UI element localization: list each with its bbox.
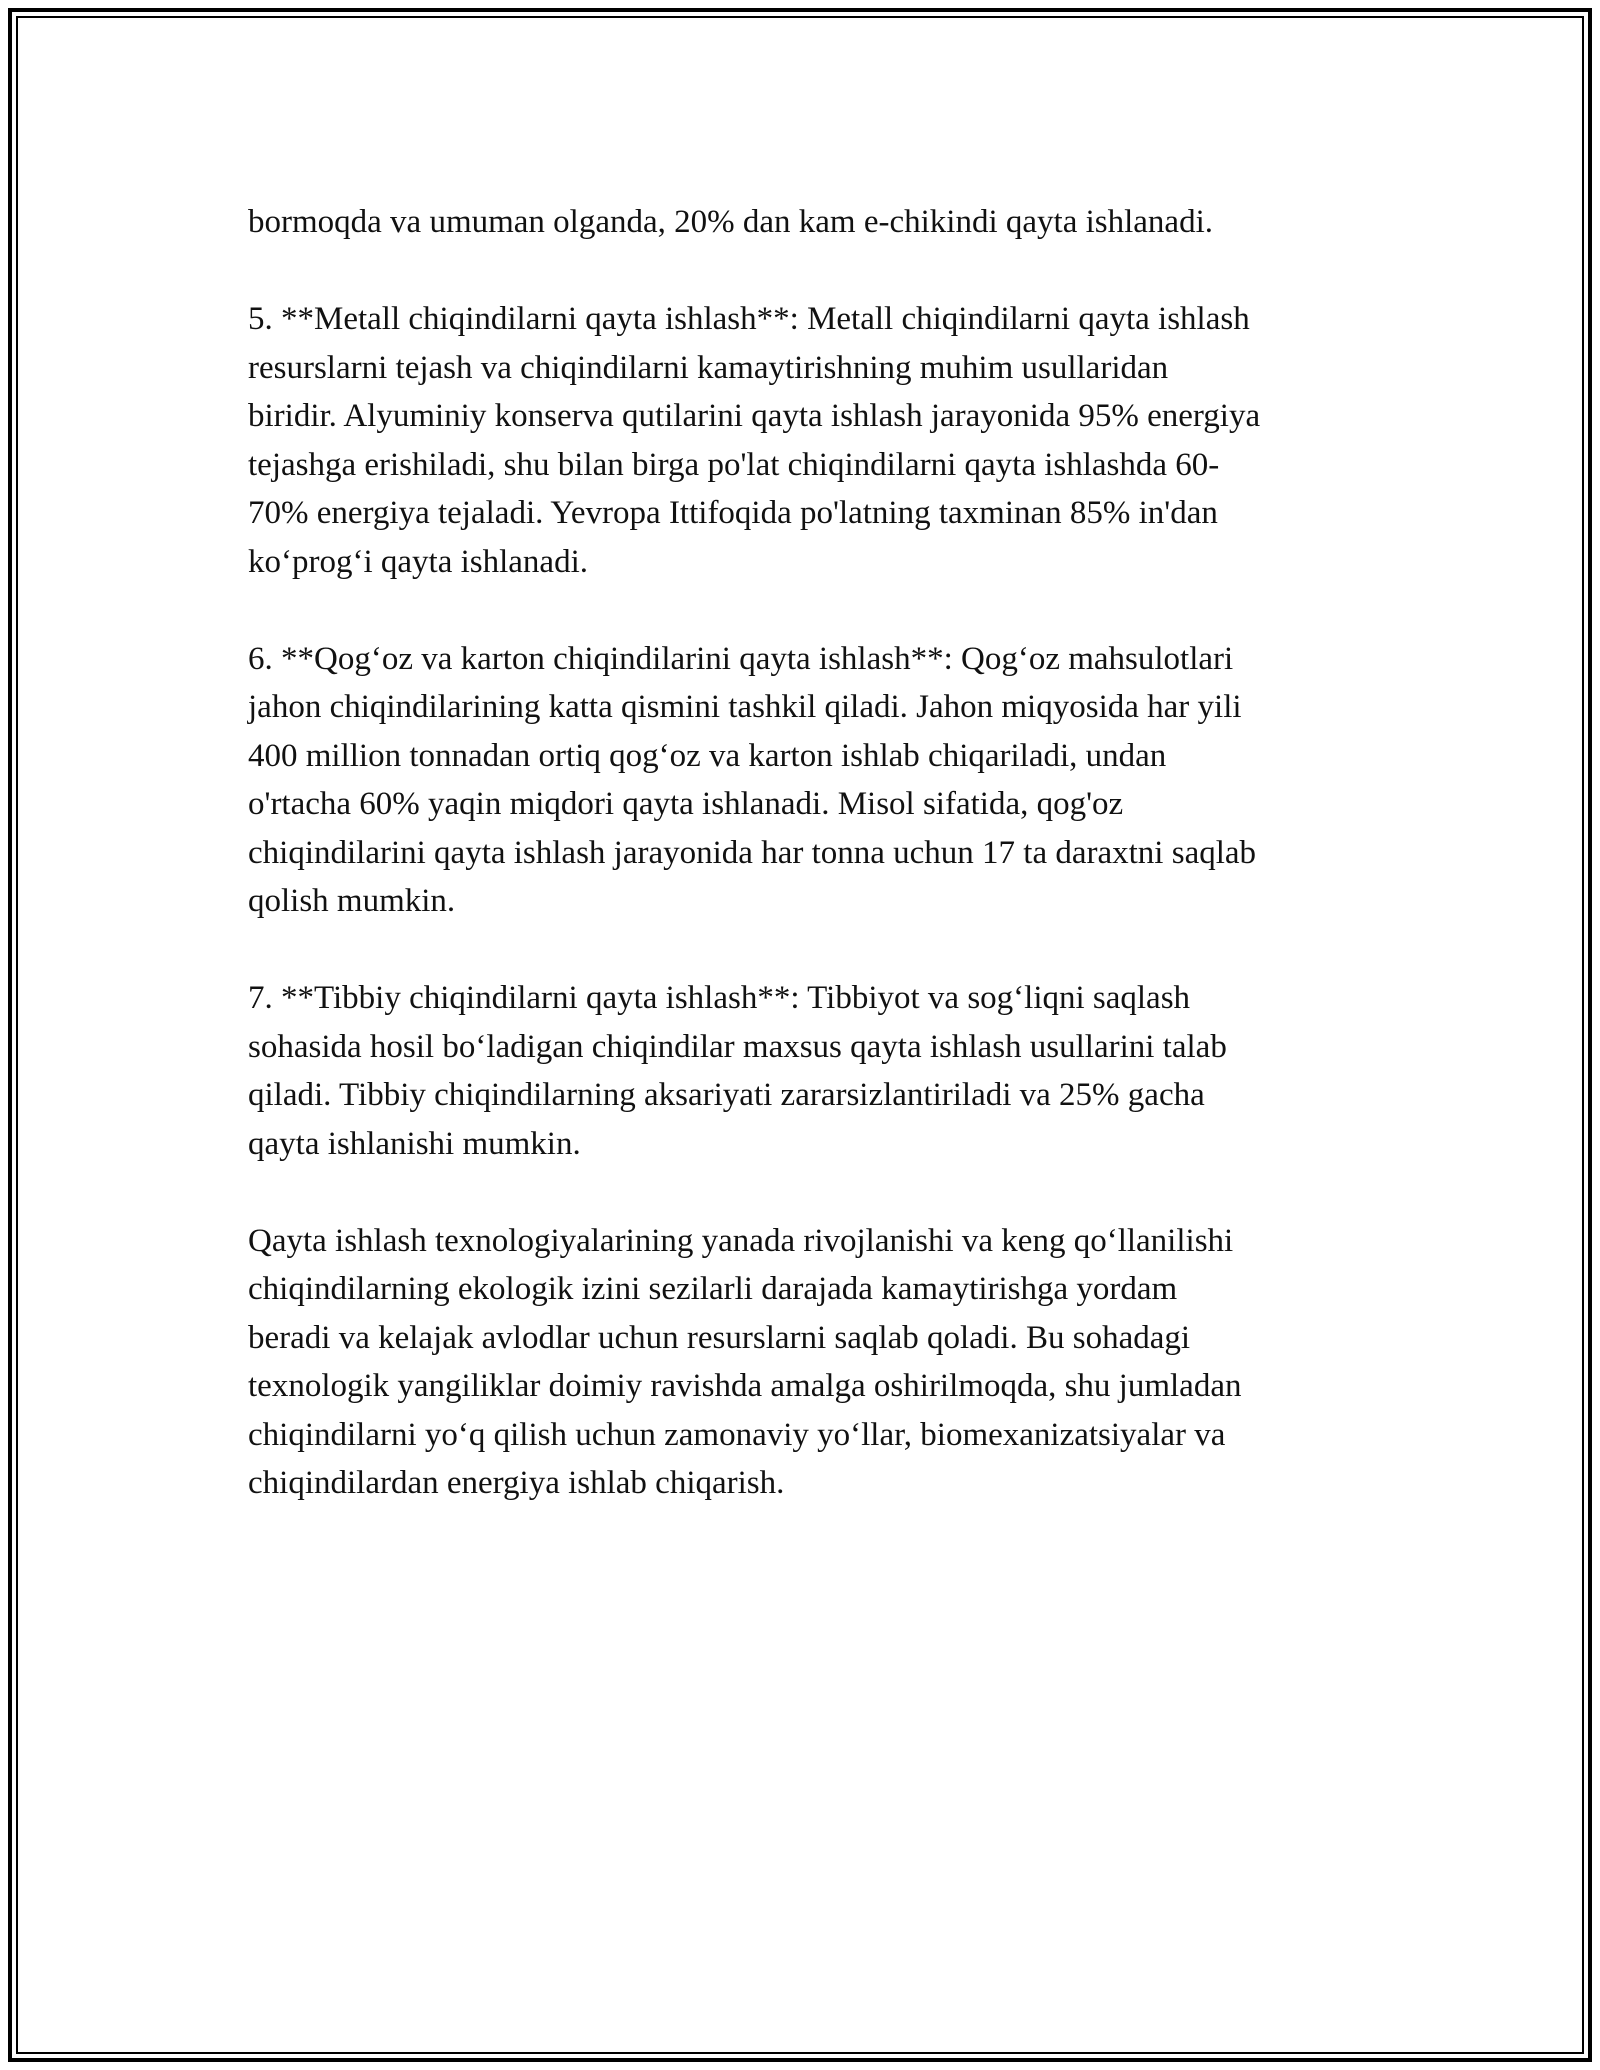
text-line: jahon chiqindilarining katta qismini tashkil qiladi. Jahon miqyosida har yili xyxy=(248,689,1242,725)
text-line: qayta ishlanishi mumkin. xyxy=(248,1125,581,1162)
text-line: qolish mumkin. xyxy=(248,883,456,919)
text-line: qiladi. Tibbiy chiqindilarning aksariyati zararsizlantiriladi va 25% gacha xyxy=(248,1077,1205,1113)
text-line: Qayta ishlash texnologiyalarining yanada rivojlanishi va keng qo‘llanilishi xyxy=(248,1222,1234,1259)
text-line: ko‘prog‘i qayta ishlanadi. xyxy=(248,543,588,580)
text-line: 7. **Tibbiy chiqindilarni qayta ishlash**: Tibbiyot va sog‘liqni saqlash xyxy=(248,980,1191,1016)
text-line: chiqindilarini qayta ishlash jarayonida har tonna uchun 17 ta daraxtni saqlab xyxy=(248,834,1257,871)
text-line: bormoqda va umuman olganda, 20% dan kam e-chikindi qayta ishlanadi. xyxy=(248,204,1213,240)
text-line: tejashga erishiladi, shu bilan birga po'lat chiqindilarni qayta ishlashda 60- xyxy=(248,446,1220,483)
text-line: 400 million tonnadan ortiq qog‘oz va karton ishlab chiqariladi, undan xyxy=(248,737,1167,774)
text-line: chiqindilarni yo‘q qilish uchun zamonaviy yo‘llar, biomexanizatsiyalar va xyxy=(248,1416,1226,1453)
text-line: beradi va kelajak avlodlar uchun resurslarni saqlab qoladi. Bu sohadagi xyxy=(248,1319,1191,1356)
page-frame xyxy=(8,8,1592,2062)
text-line: sohasida hosil bo‘ladigan chiqindilar maxsus qayta ishlash usullarini talab xyxy=(248,1028,1227,1065)
text-line: texnologik yangiliklar doimiy ravishda amalga oshirilmoqda, shu jumladan xyxy=(248,1368,1242,1404)
text-line: biridir. Alyuminiy konserva qutilarini qayta ishlash jarayonida 95% energiya xyxy=(248,398,1261,434)
paragraph-paper-recycling xyxy=(248,635,1388,926)
text-line: resurslarni tejash va chiqindilarni kamaytirishning muhim usullaridan xyxy=(248,349,1169,386)
text-line: 5. **Metall chiqindilarni qayta ishlash**: Metall chiqindilarni qayta ishlash xyxy=(248,301,1250,337)
text-line: 6. **Qog‘oz va karton chiqindilarini qayta ishlash**: Qog‘oz mahsulotlari xyxy=(248,640,1234,677)
paragraph-medical-recycling xyxy=(248,974,1388,1168)
document-body xyxy=(248,198,1388,1556)
text-line: o'rtacha 60% yaqin miqdori qayta ishlanadi. Misol sifatida, qog'oz xyxy=(248,786,1124,822)
text-line: 70% energiya tejaladi. Yevropa Ittifoqida po'latning taxminan 85% in'dan xyxy=(248,495,1218,531)
paragraph-metal-recycling xyxy=(248,295,1388,586)
paragraph-continuation xyxy=(248,198,1388,247)
text-line: chiqindilardan energiya ishlab chiqarish. xyxy=(248,1465,785,1501)
text-line: chiqindilarning ekologik izini sezilarli darajada kamaytirishga yordam xyxy=(248,1271,1178,1307)
paragraph-conclusion xyxy=(248,1217,1388,1508)
